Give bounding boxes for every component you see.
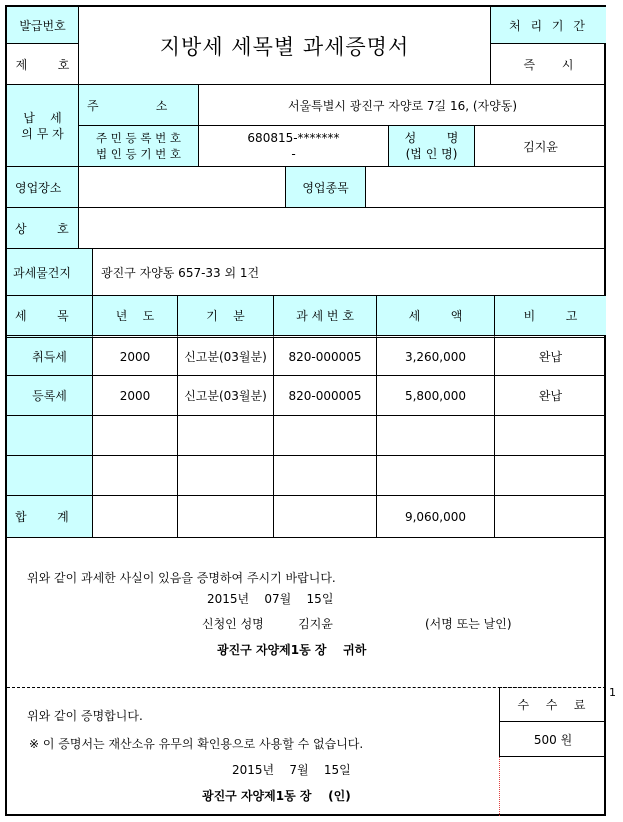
col-header-period: 기 분: [178, 295, 274, 335]
table-row-2-period: 신고분(03월분): [178, 375, 274, 415]
processing-period-label: 처 리 기 간: [491, 7, 606, 44]
col-header-tax-item: 세 목: [7, 295, 93, 335]
taxpayer-label-line1: 납 세: [23, 110, 62, 125]
name-label-line2: (법 인 명): [405, 147, 458, 161]
table-row-1-item: 취득세: [7, 335, 93, 375]
signature-note: (서명 또는 날인): [425, 617, 512, 631]
table-row-4-remarks: [495, 455, 606, 495]
total-label: 합 계: [7, 495, 93, 537]
issue-no-label: 발급번호: [7, 7, 79, 44]
name-label-line1: 성 명: [404, 131, 459, 145]
table-row-2-remarks: 완납: [495, 375, 606, 415]
request-date: [207, 590, 333, 607]
table-row-1-year: 2000: [93, 335, 178, 375]
table-row-2-year: 2000: [93, 375, 178, 415]
table-row-2-amount: 5,800,000: [377, 375, 495, 415]
side-mark: 1: [609, 686, 616, 699]
total-period-empty: [178, 495, 274, 537]
certification-date-day: 15일: [323, 763, 351, 777]
table-row-4-item: [7, 455, 93, 495]
certification-issuer: 광진구 자양제1동 장 (인): [202, 789, 351, 803]
total-amount: 9,060,000: [377, 495, 495, 537]
col-header-amount: 세 액: [377, 295, 495, 335]
id-value-line2: -: [291, 147, 296, 161]
property-location-value: 광진구 자양동 657-33 외 1건: [93, 248, 606, 295]
table-row-3-item: [7, 415, 93, 455]
request-section: [7, 537, 606, 687]
certification-date-year: 2015년: [232, 763, 275, 777]
applicant-name: 김지윤: [298, 617, 333, 631]
business-place-label: 영업장소: [7, 166, 79, 207]
table-row-1-period: 신고분(03월분): [178, 335, 274, 375]
table-row-4-tax-number: [274, 455, 377, 495]
total-year-empty: [93, 495, 178, 537]
table-row-1-amount: 3,260,000: [377, 335, 495, 375]
request-date-month: 07월: [264, 592, 292, 606]
table-row-4-year: [93, 455, 178, 495]
certification-notice: ※ 이 증명서는 재산소유 유무의 확인용으로 사용할 수 없습니다.: [29, 737, 364, 751]
request-addressee: 광진구 자양제1동 장 귀하: [217, 643, 367, 657]
certification-date-month: 7월: [289, 763, 309, 777]
fee-stamp-divider: [499, 757, 500, 816]
table-row-3-year: [93, 415, 178, 455]
name-value: 김지윤: [475, 125, 606, 166]
certification-date: [232, 761, 351, 778]
page-title: 지방세 세목별 과세증명서: [79, 7, 491, 84]
business-place-value: [79, 166, 286, 207]
id-label-line2: 법 인 등 기 번 호: [96, 147, 181, 161]
table-row-2-item: 등록세: [7, 375, 93, 415]
business-type-label: 영업종목: [286, 166, 366, 207]
id-number-label: [79, 125, 199, 166]
request-text: 위와 같이 과세한 사실이 있음을 증명하여 주시기 바랍니다.: [27, 571, 336, 585]
table-row-3-amount: [377, 415, 495, 455]
table-row-1-tax-number: 820-000005: [274, 335, 377, 375]
col-header-remarks: 비 고: [495, 295, 606, 335]
certificate-form: [5, 5, 606, 816]
taxpayer-label-line2: 의 무 자: [21, 126, 64, 141]
table-row-1-remarks: 완납: [495, 335, 606, 375]
total-tax-number-empty: [274, 495, 377, 537]
name-label: [389, 125, 475, 166]
fee-value: 500 원: [499, 722, 606, 757]
table-row-3-tax-number: [274, 415, 377, 455]
col-header-tax-number: 과 세 번 호: [274, 295, 377, 335]
address-value: 서울특별시 광진구 자양로 7길 16, (자양동): [199, 84, 606, 125]
trade-name-value: [79, 207, 606, 248]
table-row-3-remarks: [495, 415, 606, 455]
request-date-year: 2015년: [207, 592, 250, 606]
certification-text: 위와 같이 증명합니다.: [27, 709, 143, 723]
id-label-line1: 주 민 등 록 번 호: [96, 131, 181, 145]
request-date-day: 15일: [306, 592, 334, 606]
table-row-4-period: [178, 455, 274, 495]
applicant-line: [202, 615, 333, 632]
processing-period-value: 즉 시: [523, 57, 574, 72]
property-location-label: 과세물건지: [7, 248, 93, 295]
business-type-value: [366, 166, 606, 207]
number-label: 제 호: [7, 44, 79, 84]
table-row-3-period: [178, 415, 274, 455]
id-value-line1: 680815-*******: [247, 131, 340, 145]
taxpayer-group-label: [7, 84, 79, 166]
table-row-2-tax-number: 820-000005: [274, 375, 377, 415]
applicant-label: 신청인 성명: [202, 617, 264, 631]
address-label: 주 소: [79, 84, 199, 125]
total-remarks-empty: [495, 495, 606, 537]
id-number-value: [199, 125, 389, 166]
table-row-4-amount: [377, 455, 495, 495]
trade-name-label: 상 호: [7, 207, 79, 248]
col-header-year: 년 도: [93, 295, 178, 335]
fee-label: 수 수 료: [499, 687, 606, 722]
